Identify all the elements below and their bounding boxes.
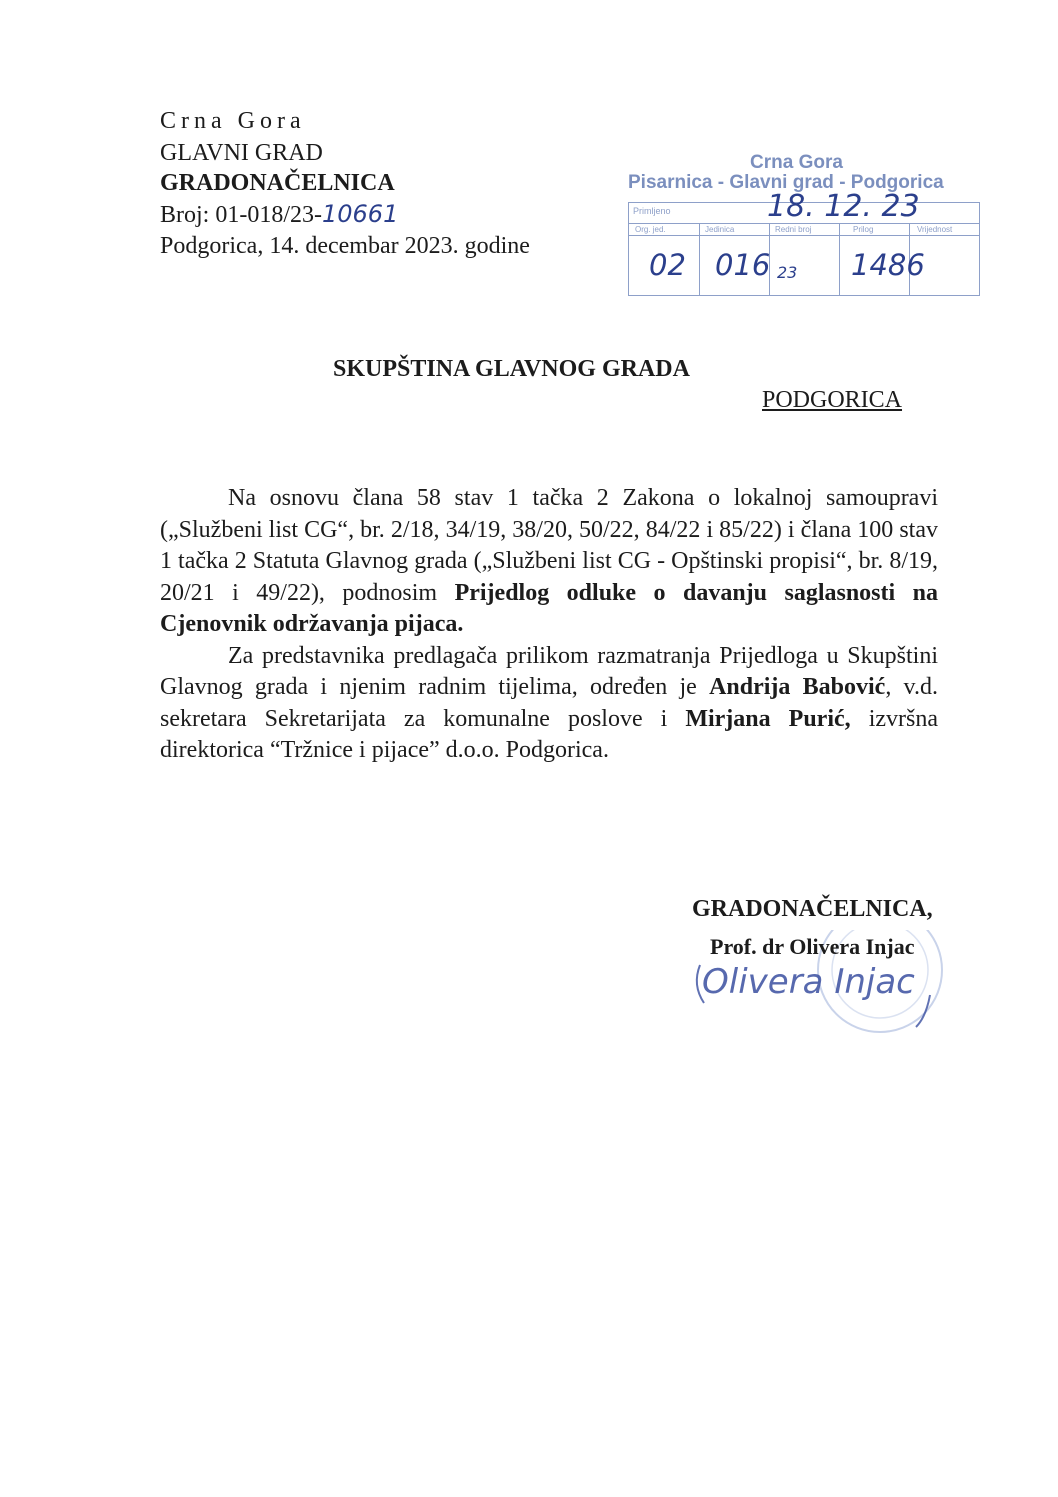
handwritten-signature (690, 935, 990, 1035)
stamp-reg-number: 1486 (851, 248, 925, 282)
body-paragraph-2 (160, 641, 938, 767)
stamp-col-header: Prilog (853, 225, 874, 234)
header-city: GLAVNI GRAD (160, 140, 323, 166)
document-date-part-b: r 2023. godine (390, 233, 530, 259)
header-office: GRADONAČELNICA (160, 170, 395, 196)
stamp-col-header: Redni broj (775, 225, 812, 234)
registry-stamp (620, 150, 990, 310)
stamp-org-unit: 02 (649, 248, 686, 282)
stamp-title-country: Crna Gora (750, 152, 843, 173)
representative-name-1: Andrija Babović (709, 674, 886, 700)
recipient-city: PODGORICA (762, 387, 903, 413)
signature-title: GRADONAČELNICA, (692, 896, 933, 922)
letter-body (160, 483, 938, 767)
body-paragraph-2-text-b: , v.d. sekretara Sekretarijata za komunalne poslove i (160, 674, 938, 732)
stamp-year: 23 (777, 263, 798, 282)
document-date-part-a: Podgorica, 14. decemba (160, 233, 391, 259)
body-paragraph-1 (160, 483, 938, 641)
document-number-prefix: Broj: 01-018/23- (160, 202, 322, 228)
handwritten-signature-text: Olivera Injac (702, 962, 915, 1002)
document-date (160, 231, 530, 261)
body-paragraph-2-text-c: izvršna direktorica “Tržnice i pijace” d.o.o. Podgorica. (160, 705, 938, 763)
stamp-table (628, 189, 980, 296)
body-paragraph-1-text: Na osnovu člana 58 stav 1 tačka 2 Zakona o lokalnoj samoupravi („Službeni list CG“, br. 2/18, 34/19, 38/20, 50/22, 84/22 i 85/22) i člana 100 stav 1 tačka 2 Statuta Glavnog grada („Službeni list CG - Opštinski propisi“, br. 8/19, 20/21 i 49/22), podnosim (160, 485, 938, 606)
document-number (160, 199, 398, 230)
stamp-divider (699, 223, 700, 295)
stamp-col-header: Vrijednost (917, 225, 953, 234)
proposal-title: Prijedlog odluke o davanju saglasnosti na Cjenovnik održavanja pijaca. (160, 579, 938, 637)
stamp-col-header: Org. jed. (635, 225, 666, 234)
stamp-divider (629, 235, 979, 236)
stamp-divider (839, 223, 840, 295)
stamp-label-received: Primljeno (633, 206, 671, 216)
header-country: Crna Gora (160, 108, 306, 134)
stamp-received-date: 18. 12. 23 (767, 189, 920, 224)
signatory-name: Prof. dr Olivera Injac (710, 934, 915, 959)
stamp-col-header: Jedinica (705, 225, 735, 234)
document-number-handwritten: 10661 (322, 200, 399, 228)
stamp-unit: 016 (715, 248, 771, 282)
representative-name-2: Mirjana Purić, (685, 705, 851, 732)
recipient-name: SKUPŠTINA GLAVNOG GRADA (333, 356, 690, 382)
body-paragraph-2-text-a: Za predstavnika predlagača prilikom razmatranja Prijedloga u Skupštini Glavnog grada i njenim radnim tijelima, određen je (160, 642, 938, 700)
stamp-title-office: Pisarnica - Glavni grad - Podgorica (628, 172, 944, 193)
stamp-divider (629, 223, 979, 224)
